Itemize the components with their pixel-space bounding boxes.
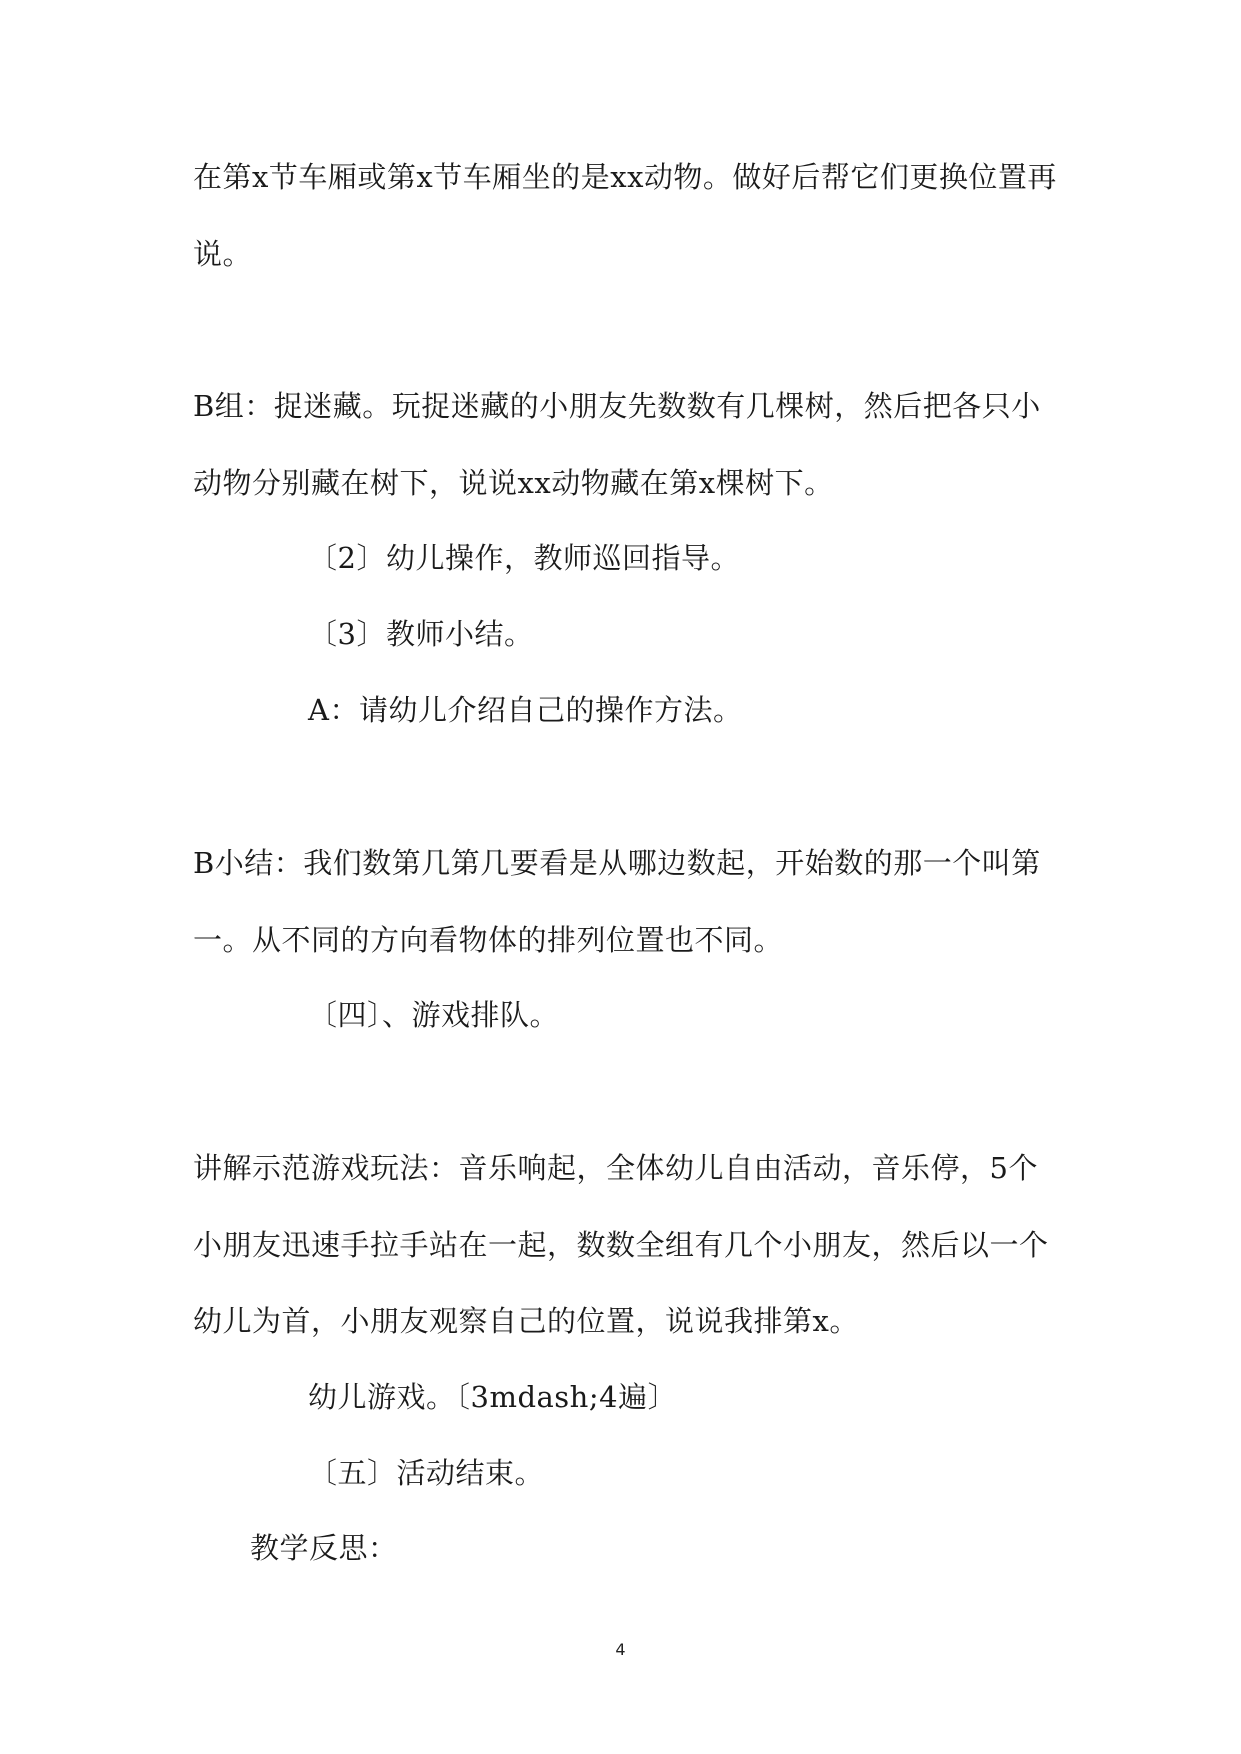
paragraph-line-4: 动物分别藏在树下，说说xx动物藏在第x棵树下。: [193, 466, 834, 500]
paragraph-line-15: 〔五〕活动结束。: [308, 1456, 545, 1490]
paragraph-line-3: B组：捉迷藏。玩捉迷藏的小朋友先数数有几棵树，然后把各只小: [193, 389, 1041, 423]
paragraph-line-2: 说。: [193, 237, 253, 271]
paragraph-line-8: B小结：我们数第几第几要看是从哪边数起，开始数的那一个叫第: [193, 846, 1041, 880]
paragraph-line-7: A：请幼儿介绍自己的操作方法。: [308, 693, 743, 727]
paragraph-line-12: 小朋友迅速手拉手站在一起，数数全组有几个小朋友，然后以一个: [193, 1228, 1049, 1262]
paragraph-line-9: 一。从不同的方向看物体的排列位置也不同。: [193, 923, 784, 957]
paragraph-line-11: 讲解示范游戏玩法：音乐响起，全体幼儿自由活动，音乐停，5个: [193, 1151, 1038, 1185]
paragraph-line-5: 〔2〕幼儿操作，教师巡回指导。: [308, 541, 740, 575]
paragraph-line-14: 幼儿游戏。〔3mdash;4遍〕: [308, 1380, 678, 1414]
paragraph-line-1: 在第x节车厢或第x节车厢坐的是xx动物。做好后帮它们更换位置再: [193, 160, 1057, 194]
paragraph-line-16: 教学反思：: [250, 1531, 398, 1565]
paragraph-line-10: 〔四〕、游戏排队。: [308, 998, 560, 1032]
page-number: 4: [615, 1640, 626, 1659]
paragraph-line-13: 幼儿为首，小朋友观察自己的位置，说说我排第x。: [193, 1304, 859, 1338]
paragraph-line-6: 〔3〕教师小结。: [308, 617, 534, 651]
